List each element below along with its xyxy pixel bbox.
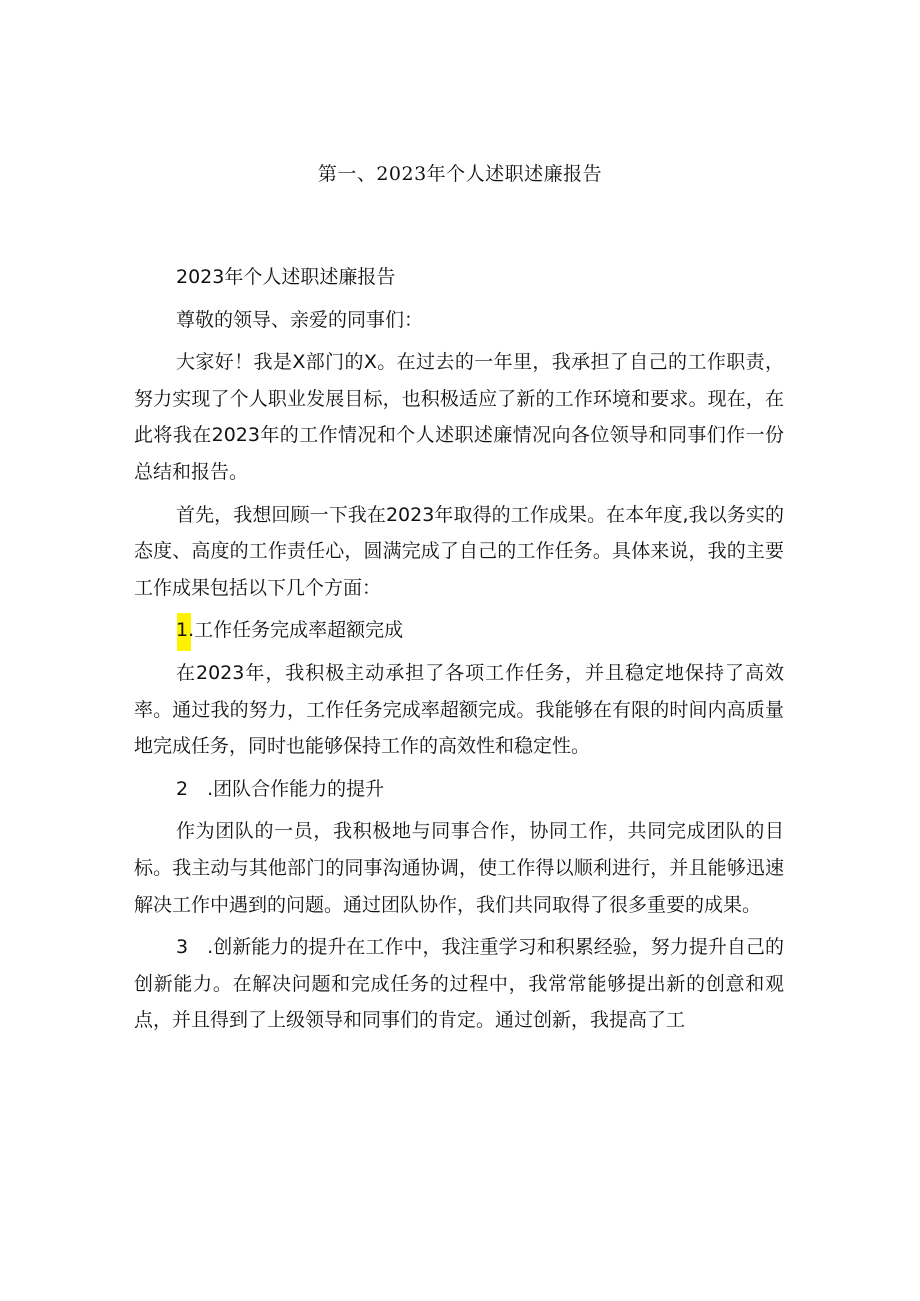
paragraph-achievements-intro: 首先，我想回顾一下我在2023年取得的工作成果。在本年度,我以务实的态度、高度的工作责任心，圆满完成了自己的工作任务。具体来说，我的主要工作成果包括以下几个方面： bbox=[134, 503, 784, 599]
paragraph-greeting: 大家好！我是X部门的X。在过去的一年里，我承担了自己的工作职责，努力实现了个人职业发展目标，也积极适应了新的工作环境和要求。现在，在此将我在2023年的工作情况和个人述职述廉情况向各位领导和同事们作一份总结和报告。 bbox=[134, 351, 784, 483]
paragraph-item-2-body: 作为团队的一员，我积极地与同事合作，协同工作，共同完成团队的目标。我主动与其他部门的同事沟通协调，使工作得以顺利进行，并且能够迅速解决工作中遇到的问题。通过团队协作，我们共同取得了很多重要的成果。 bbox=[134, 820, 784, 916]
paragraph-item-2-heading: 2 .团队合作能力的提升 bbox=[176, 777, 385, 800]
paragraph-salutation: 尊敬的领导、亲爱的同事们： bbox=[176, 308, 424, 331]
paragraph-item-1-heading bbox=[134, 612, 784, 649]
paragraph-item-1-body: 在2023年，我积极主动承担了各项工作任务，并且稳定地保持了高效率。通过我的努力，工作任务完成率超额完成。我能够在有限的时间内高质量地完成任务，同时也能够保持工作的高效性和稳定性。 bbox=[134, 661, 784, 758]
paragraph-heading: 2023年个人述职述廉报告 bbox=[176, 266, 396, 288]
document-title: 第一、2023年个人述职述廉报告 bbox=[317, 163, 603, 185]
paragraph-item-3: 3 .创新能力的提升在工作中，我注重学习和积累经验，努力提升自己的创新能力。在解决问题和完成任务的过程中，我常常能够提出新的创意和观点，并且得到了上级领导和同事们的肯定。通过创新，我提高了工 bbox=[134, 936, 784, 1032]
document-body bbox=[134, 259, 784, 1045]
item-1-heading-text: 1.工作任务完成率超额完成 bbox=[176, 619, 404, 642]
